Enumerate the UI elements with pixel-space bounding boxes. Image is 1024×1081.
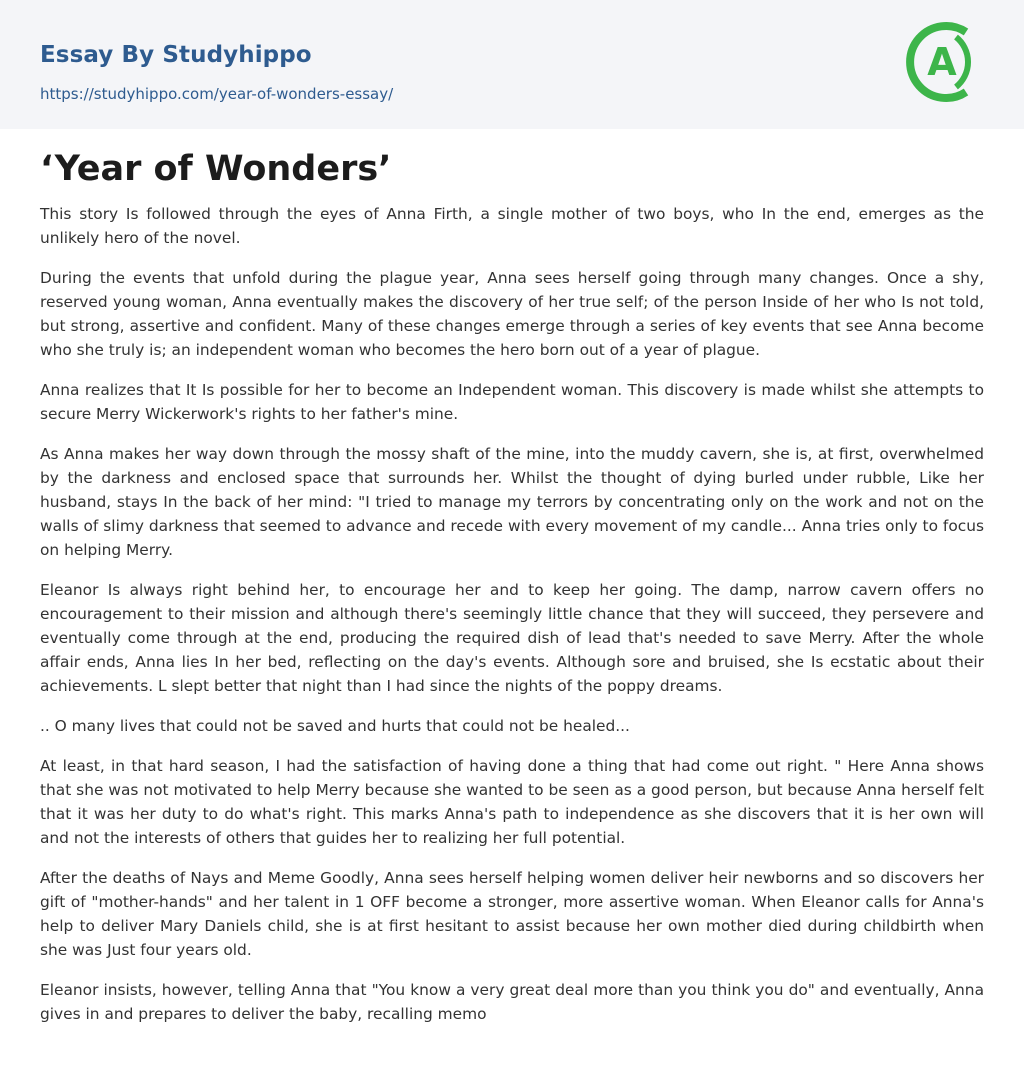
essay-paragraph: Anna realizes that It Is possible for her to become an Independent woman. This discovery is made whilst she attempts to secure Merry Wickerwork's rights to her father's mine. bbox=[40, 380, 984, 423]
essay-url-link[interactable]: https://studyhippo.com/year-of-wonders-essay/ bbox=[40, 85, 394, 103]
essay-paragraph: Eleanor Is always right behind her, to encourage her and to keep her going. The damp, narrow cavern offers no encouragement to their mission and although there's seemingly little chance that they will succeed, they persevere and eventually come through at the end, producing the required dish of lead that's needed to save Merry. After the whole affair ends, Anna lies In her bed, reflecting on the day's events. Although sore and bruised, she Is ecstatic about their achievements. L slept better that night than I had since the nights of the poppy dreams. bbox=[40, 580, 984, 695]
svg-text:A: A bbox=[927, 40, 957, 84]
studyhippo-logo-icon bbox=[900, 20, 984, 104]
essay-title: ‘Year of Wonders’ bbox=[40, 149, 392, 189]
essay-body bbox=[40, 202, 984, 1026]
essay-content bbox=[0, 129, 1024, 1026]
essay-paragraph: At least, in that hard season, I had the satisfaction of having done a thing that had come out right. " Here Anna shows that she was not motivated to help Merry because she wanted to be seen as a good person, but because Anna herself felt that it was her duty to do what's right. This marks Anna's path to independence as she discovers that it is her own will and not the interests of others that guides her to realizing her full potential. bbox=[40, 756, 984, 847]
essay-paragraph: During the events that unfold during the plague year, Anna sees herself going through many changes. Once a shy, reserved young woman, Anna eventually makes the discovery of her true self; of the person Inside of her who Is not told, but strong, assertive and confident. Many of these changes emerge through a series of key events that see Anna become who she truly is; an independent woman who becomes the hero born out of a year of plague. bbox=[40, 268, 984, 359]
essay-paragraph: This story Is followed through the eyes of Anna Firth, a single mother of two boys, who In the end, emerges as the unlikely hero of the novel. bbox=[40, 204, 984, 247]
brand-title: Essay By Studyhippo bbox=[40, 42, 312, 68]
site-header bbox=[0, 0, 1024, 129]
essay-paragraph: Eleanor insists, however, telling Anna that "You know a very great deal more than you think you do" and eventually, Anna gives in and prepares to deliver the baby, recalling memo bbox=[40, 980, 984, 1023]
essay-paragraph: After the deaths of Nays and Meme Goodly, Anna sees herself helping women deliver heir newborns and so discovers her gift of "mother-hands" and her talent in 1 OFF become a stronger, more assertive woman. When Eleanor calls for Anna's help to deliver Mary Daniels child, she is at first hesitant to assist because her own mother died during childbirth when she was Just four years old. bbox=[40, 868, 984, 959]
essay-paragraph: .. O many lives that could not be saved and hurts that could not be healed... bbox=[40, 716, 630, 735]
essay-paragraph: As Anna makes her way down through the mossy shaft of the mine, into the muddy cavern, she is, at first, overwhelmed by the darkness and enclosed space that surrounds her. Whilst the thought of dying burled under rubble, Like her husband, stays In the back of her mind: "I tried to manage my terrors by concentrating only on the work and not on the walls of slimy darkness that seemed to advance and recede with every movement of my candle... Anna tries only to focus on helping Merry. bbox=[40, 444, 984, 559]
